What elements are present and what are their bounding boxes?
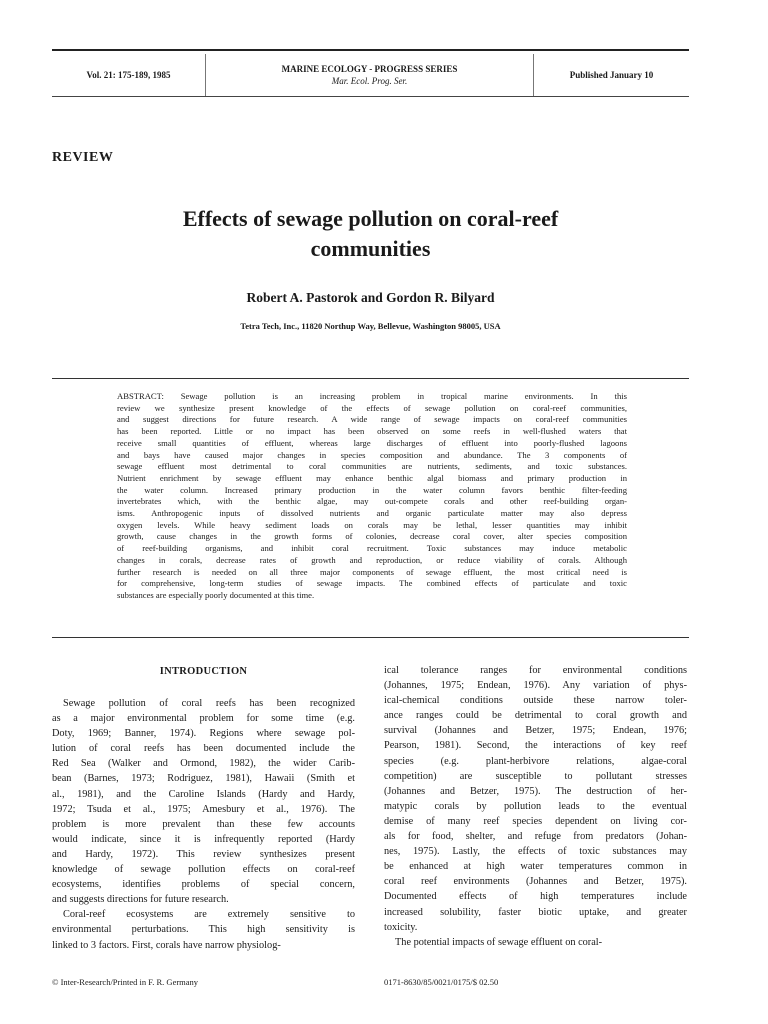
copyright-note: © Inter-Research/Printed in F. R. Germany <box>52 977 199 987</box>
abstract-line: further research is needed on all three major components of sewage effluent, the most critical need is <box>117 566 627 577</box>
body-text-line: be enhanced at high water temperatures common in <box>384 861 687 873</box>
introduction-heading: INTRODUCTION <box>159 666 248 677</box>
abstract-line: review we synthesize present knowledge of the effects of sewage pollution on coral-reef communities, <box>117 402 627 413</box>
journal-name-block <box>206 54 534 96</box>
body-text-line: competition) are susceptible to pollutant stresses <box>384 770 687 782</box>
body-text-line: and Hardy, 1972). This review synthesizes present <box>52 848 355 860</box>
abstract-line: and bays have caused major changes in species composition and abundance. The 3 components of <box>117 449 627 460</box>
publication-date: Published January 10 <box>569 70 654 80</box>
body-text-line: coral reef environments (Johannes and Betzer, 1975). <box>384 876 687 888</box>
body-text-line: Sewage pollution of coral reefs has been recognized <box>63 698 355 709</box>
body-text-line: toxicity. <box>384 921 418 933</box>
journal-abbreviation: Mar. Ecol. Prog. Ser. <box>331 76 408 86</box>
body-text-line: (Johannes and Betzer, 1975). The destruction of her- <box>384 785 687 797</box>
abstract-line: Nutrient enrichment by sewage effluent may enhance benthic algal biomass and primary production in <box>117 472 627 483</box>
journal-name: MARINE ECOLOGY - PROGRESS SERIES <box>281 64 458 74</box>
abstract-line: and suggest directions for future research. A wide range of sewage impacts on coral-reef communities <box>117 414 627 425</box>
article-title <box>52 204 689 264</box>
abstract-line: has been reported. Little or no impact has been observed on some reefs in well-flushed waters that <box>117 426 627 437</box>
body-text-line: species (e.g. plant-herbivore relations, algae-coral <box>384 755 687 767</box>
section-label: REVIEW <box>52 150 114 165</box>
abstract-line: changes in corals, decrease rates of growth and reproduction, or reduce viability of corals. Although <box>117 554 627 565</box>
journal-header <box>52 54 689 97</box>
body-text-line: linked to 3 factors. First, corals have narrow physiolog- <box>52 939 281 951</box>
body-text-line: Pearson, 1981). Second, the interactions of key reef <box>384 740 687 752</box>
abstract-line: for comprehensive, long-term studies of sewage impacts. The combined effects of particulate and toxic <box>117 578 627 589</box>
body-text-line: Coral-reef ecosystems are extremely sensitive to <box>63 909 355 921</box>
right-column-body <box>384 663 687 950</box>
abstract-line: oxygen levels. While heavy sediment loads on corals may be lethal, lesser quantities may inhibit <box>117 519 627 530</box>
body-text-line: and suggests directions for future research. <box>52 894 229 906</box>
body-text-line: increased solubility, faster biotic uptake, and greater <box>384 906 687 918</box>
body-text-line: would indicate, since it is infrequently reported (Hardy <box>52 833 355 845</box>
abstract-line: sewage effluent most detrimental to coral communities are nutrients, sediments, and toxic substances. <box>117 461 627 472</box>
abstract-line: ABSTRACT: Sewage pollution is an increasing problem in tropical marine environments. In this <box>117 391 627 401</box>
body-text-line: ecosystems, identifies problems of special concern, <box>52 879 355 891</box>
abstract-line: growth, cause changes in the growth forms of colonies, decrease coral cover, alter species composition <box>117 531 627 542</box>
body-text-line: ical-chemical conditions outside these narrow toler- <box>384 695 687 707</box>
body-text-line: survival (Johannes and Betzer, 1975; Endean, 1976; <box>384 725 687 737</box>
body-text-line: al., 1981), and the Caroline Islands (Hardy and Hardy, <box>52 788 355 800</box>
title-line-2: communities <box>310 236 431 261</box>
left-column-body <box>52 696 355 953</box>
abstract <box>117 391 627 602</box>
body-text-line: demise of many reef species dependent on living cor- <box>384 815 687 827</box>
abstract-line: receive small quantities of effluent, whereas large discharges of effluent into poorly-flushed lagoons <box>117 437 627 448</box>
body-text-line: 1972; Tsuda et al., 1975; Amesbury et al., 1976). The <box>52 803 355 815</box>
body-text-line: (Johannes, 1975; Endean, 1976). Any variation of phys- <box>384 680 687 692</box>
body-text-line: environmental perturbations. This high sensitivity is <box>52 924 355 936</box>
body-text-line: The potential impacts of sewage effluent on coral- <box>395 936 603 948</box>
body-text-line: as a major environmental problem for some time (e.g. <box>52 713 355 725</box>
abstract-top-rule <box>52 378 689 379</box>
header-top-rule <box>52 49 689 51</box>
abstract-bottom-rule <box>52 637 689 638</box>
article-code: 0171-8630/85/0021/0175/$ 02.50 <box>384 977 499 987</box>
body-text-line: Documented effects of high temperatures include <box>384 891 687 903</box>
abstract-line: isms. Anthropogenic inputs of dissolved nutrients and organic particulate matter may also depress <box>117 508 627 519</box>
abstract-line: the water column. Increased primary production in the water column favors benthic filter-feeding <box>117 484 627 495</box>
body-text-line: Doty, 1969; Banner, 1974). Regions where sewage pol- <box>52 728 355 740</box>
affiliation: Tetra Tech, Inc., 11820 Northup Way, Bellevue, Washington 98005, USA <box>240 321 501 331</box>
body-text-line: matypic corals by pollution leads to the eventual <box>384 800 687 812</box>
body-text-line: Red Sea (Walker and Ormond, 1982), the wider Carib- <box>52 758 355 770</box>
body-text-line: ance ranges could be detrimental to coral growth and <box>384 710 687 722</box>
body-text-line: nes, 1975). Lastly, the effects of toxic substances may <box>384 846 687 858</box>
body-text-line: knowledge of sewage pollution effects on coral-reef <box>52 864 355 876</box>
title-line-1: Effects of sewage pollution on coral-reef <box>182 206 559 231</box>
authors: Robert A. Pastorok and Gordon R. Bilyard <box>246 290 495 305</box>
abstract-line: invertebrates which, with the benthic algae, may out-compete corals and other reef-building organ- <box>117 496 627 507</box>
left-column <box>52 663 355 953</box>
body-text-line: bean (Barnes, 1973; Rodriguez, 1981), Hawaii (Smith et <box>52 773 355 785</box>
body-text-line: ical tolerance ranges for environmental conditions <box>384 665 687 676</box>
body-text-line: als for food, shelter, and refuge from predators (Johan- <box>384 831 687 843</box>
abstract-line: substances are especially poorly documented at this time. <box>117 589 315 600</box>
volume-info: Vol. 21: 175-189, 1985 <box>52 54 206 96</box>
abstract-line: of reef-building organisms, and inhibit coral recruitment. Toxic substances may induce metabolic <box>117 543 627 554</box>
right-column <box>384 663 687 950</box>
body-text-line: problem is more prevalent than these few accounts <box>52 818 355 830</box>
body-text-line: lution of coral reefs has been documented include the <box>52 743 355 755</box>
